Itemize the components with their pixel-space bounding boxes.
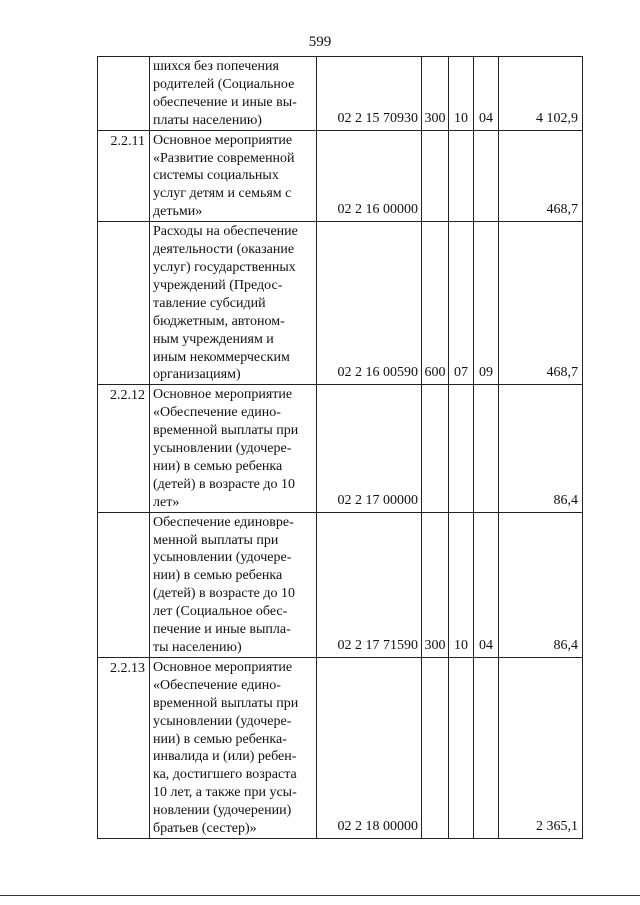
table-row	[98, 657, 583, 838]
subsection-cell: 04	[474, 512, 499, 657]
description-cell	[150, 385, 317, 512]
table-row	[98, 385, 583, 512]
description-line: бюджетным, автоном-	[153, 313, 285, 329]
description-line: временной выплаты при	[153, 695, 299, 711]
description-line: детьми»	[153, 204, 203, 220]
subsection-cell	[474, 657, 499, 838]
target-code-cell: 02 2 17 00000	[317, 385, 422, 512]
amount-cell: 86,4	[499, 512, 583, 657]
row-number-cell: 2.2.11	[98, 130, 150, 222]
section-cell	[449, 130, 474, 222]
description-line: организациям)	[153, 367, 241, 383]
amount-cell: 468,7	[499, 222, 583, 385]
description-line: (детей) в возрасте до 10	[153, 586, 296, 602]
row-number-cell	[98, 57, 150, 131]
description-line: платы населению)	[153, 112, 262, 128]
budget-table	[97, 56, 583, 839]
description-line: печение и иные выпла-	[153, 622, 291, 638]
description-line: усыновлении (удочере-	[153, 550, 292, 566]
description-line: ты населению)	[153, 640, 242, 655]
section-cell	[449, 385, 474, 512]
description-line: «Обеспечение едино-	[153, 677, 281, 693]
target-code-cell: 02 2 16 00000	[317, 130, 422, 222]
description-line: ным учреждениям и	[153, 331, 274, 347]
row-number-cell	[98, 222, 150, 385]
amount-cell: 86,4	[499, 385, 583, 512]
bottom-divider	[0, 895, 640, 896]
description-line: системы социальных	[153, 168, 279, 184]
description-line: Расходы на обеспечение	[153, 224, 298, 240]
budget-table-body	[98, 57, 583, 839]
subsection-cell: 04	[474, 57, 499, 131]
description-cell	[150, 512, 317, 657]
table-row	[98, 130, 583, 222]
description-line: учреждений (Предос-	[153, 277, 283, 293]
target-code-cell: 02 2 18 00000	[317, 657, 422, 838]
description-line: усыновлении (удочере-	[153, 441, 292, 457]
row-number-cell	[98, 512, 150, 657]
description-line: лет (Социальное обес-	[153, 604, 288, 620]
subsection-cell: 09	[474, 222, 499, 385]
description-line: (детей) в возрасте до 10	[153, 476, 296, 492]
table-row	[98, 512, 583, 657]
description-line: инвалида и (или) ребен-	[153, 749, 297, 765]
description-line: Основное мероприятие	[153, 132, 293, 148]
row-number-cell: 2.2.13	[98, 657, 150, 838]
target-code-cell: 02 2 16 00590	[317, 222, 422, 385]
description-line: иным некоммерческим	[153, 349, 290, 365]
section-cell	[449, 657, 474, 838]
table-row	[98, 57, 583, 131]
description-line: лет»	[153, 494, 180, 510]
description-line: ка, достигшего возраста	[153, 767, 297, 783]
description-line: братьев (сестер)»	[153, 821, 257, 837]
row-number-cell: 2.2.12	[98, 385, 150, 512]
description-line: услуг детям и семьям с	[153, 186, 292, 202]
description-line: нии) в семью ребенка-	[153, 731, 287, 747]
section-cell: 07	[449, 222, 474, 385]
description-cell	[150, 657, 317, 838]
amount-cell: 2 365,1	[499, 657, 583, 838]
description-line: нии) в семью ребенка	[153, 458, 283, 474]
description-line: родителей (Социальное	[153, 76, 295, 92]
subsection-cell	[474, 385, 499, 512]
description-line: менной выплаты при	[153, 532, 279, 548]
description-line: шихся без попечения	[153, 59, 279, 74]
table-row	[98, 222, 583, 385]
section-cell: 10	[449, 512, 474, 657]
description-line: «Обеспечение едино-	[153, 405, 281, 421]
description-line: обеспечение и иные вы-	[153, 94, 297, 110]
description-cell	[150, 130, 317, 222]
description-line: новлении (удочерении)	[153, 803, 292, 819]
description-cell	[150, 222, 317, 385]
description-line: нии) в семью ребенка	[153, 568, 283, 584]
expense-type-cell	[422, 130, 449, 222]
description-line: Основное мероприятие	[153, 387, 293, 403]
expense-type-cell: 300	[422, 57, 449, 131]
page-number: 599	[308, 34, 332, 50]
expense-type-cell: 600	[422, 222, 449, 385]
target-code-cell: 02 2 15 70930	[317, 57, 422, 131]
subsection-cell	[474, 130, 499, 222]
description-cell	[150, 57, 317, 131]
description-line: тавление субсидий	[153, 295, 266, 311]
target-code-cell: 02 2 17 71590	[317, 512, 422, 657]
expense-type-cell	[422, 657, 449, 838]
description-line: 10 лет, а также при усы-	[153, 785, 297, 801]
description-line: деятельности (оказание	[153, 242, 295, 258]
description-line: усыновлении (удочере-	[153, 713, 292, 729]
amount-cell: 468,7	[499, 130, 583, 222]
description-line: услуг) государственных	[153, 259, 296, 275]
amount-cell: 4 102,9	[499, 57, 583, 131]
expense-type-cell	[422, 385, 449, 512]
expense-type-cell: 300	[422, 512, 449, 657]
section-cell: 10	[449, 57, 474, 131]
description-line: Обеспечение единовре-	[153, 514, 294, 530]
description-line: Основное мероприятие	[153, 659, 293, 675]
description-line: временной выплаты при	[153, 423, 299, 439]
description-line: «Развитие современной	[153, 150, 295, 166]
